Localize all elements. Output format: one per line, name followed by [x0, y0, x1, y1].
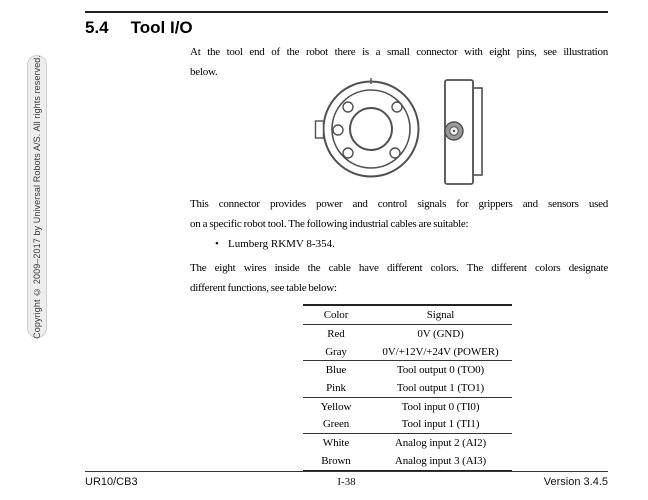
connector-front-view [316, 78, 419, 177]
table-row [303, 398, 512, 416]
paragraph-line: different functions, see table below: [190, 282, 337, 294]
connector-side-view [445, 80, 482, 184]
cell-color: White [322, 436, 350, 449]
cell-signal: Tool output 0 (TO0) [396, 364, 485, 377]
cell-signal: 0V (GND) [417, 327, 464, 340]
wire-color-signal-table [303, 304, 512, 472]
footer-model: UR10/CB3 [85, 476, 138, 488]
paragraph-wires [190, 258, 608, 298]
table-row [303, 325, 512, 343]
paragraph-line: The eight wires inside the cable have different colors. The different colors designate [190, 262, 608, 274]
cell-color: Pink [326, 381, 346, 394]
table-row [303, 361, 512, 379]
paragraph-line: below. [190, 66, 218, 78]
footer-version: Version 3.4.5 [543, 476, 608, 488]
keying-tab [316, 121, 324, 138]
cell-color: Yellow [320, 400, 352, 413]
cell-signal: Analog input 2 (AI2) [394, 436, 487, 449]
set-screw-icon [445, 122, 463, 140]
copyright-sidebar-pill [27, 55, 47, 338]
paragraph-line: on a specific robot tool. The following industrial cables are suitable: [190, 218, 469, 230]
tool-connector-illustration [300, 76, 495, 188]
header-rule [85, 11, 608, 13]
section-title: Tool I/O [130, 18, 193, 37]
bullet-text: Lumberg RKMV 8-354. [228, 238, 335, 250]
cell-signal: Analog input 3 (AI3) [394, 454, 487, 467]
section-number: 5.4 [85, 18, 109, 37]
cell-signal: Tool output 1 (TO1) [396, 381, 485, 394]
cable-bullet-item [215, 236, 335, 252]
cell-signal: Tool input 0 (TI0) [401, 400, 480, 413]
section-heading [85, 18, 193, 38]
cell-color: Green [322, 418, 350, 431]
cell-color: Gray [325, 345, 347, 358]
table-row [303, 434, 512, 452]
paragraph-line: At the tool end of the robot there is a small connector with eight pins, see illustration [190, 46, 608, 58]
paragraph-line: This connector provides power and control signals for grippers and sensors used [190, 198, 608, 210]
footer-rule [85, 471, 608, 472]
column-header-color: Color [323, 309, 349, 321]
table-row [303, 452, 512, 470]
bullet-icon: • [215, 238, 219, 250]
footer-page-number: I-38 [337, 476, 356, 488]
column-header-signal: Signal [426, 309, 455, 321]
table-header-row [303, 306, 512, 325]
cell-color: Red [327, 327, 345, 340]
paragraph-connector [190, 194, 608, 234]
cell-color: Blue [325, 364, 347, 377]
cell-signal: 0V/+12V/+24V (POWER) [382, 345, 499, 358]
cell-signal: Tool input 1 (TI1) [401, 418, 480, 431]
table-row [303, 379, 512, 398]
table-row [303, 415, 512, 434]
cell-color: Brown [321, 454, 351, 467]
copyright-vertical-text: Copyright © 2009–2017 by Universal Robots A/S. All rights reserved. [32, 54, 42, 339]
table-row [303, 343, 512, 362]
